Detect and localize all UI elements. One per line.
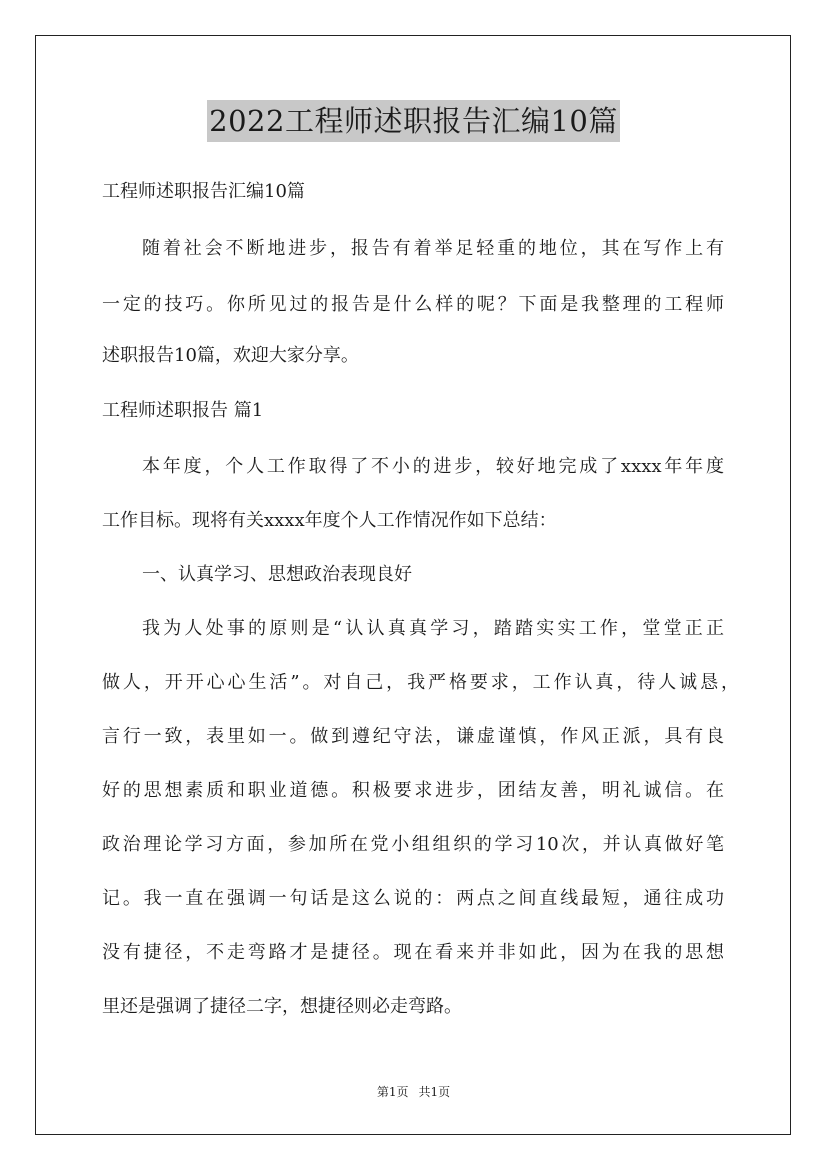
paragraph-line: 记。我一直在强调一句话是这么说的：两点之间直线最短，通往成功 <box>102 888 724 909</box>
paragraph-line: 里还是强调了捷径二字，想捷径则必走弯路。 <box>102 996 462 1017</box>
paragraph-line: 随着社会不断地进步，报告有着举足轻重的地位，其在写作上有 <box>142 238 724 259</box>
subsection-heading: 一、认真学习、思想政治表现良好 <box>142 564 412 585</box>
paragraph-line: 言行一致，表里如一。做到遵纪守法，谦虚谨慎，作风正派，具有良 <box>102 726 724 747</box>
page-number: 第1页 <box>376 1085 409 1099</box>
document-title: 2022工程师述职报告汇编10篇 <box>207 100 620 142</box>
subtitle-line: 工程师述职报告汇编10篇 <box>102 181 305 202</box>
paragraph-line: 述职报告10篇，欢迎大家分享。 <box>102 345 359 366</box>
page-footer <box>0 1084 827 1100</box>
paragraph-line: 工作目标。现将有关xxxx年度个人工作情况作如下总结： <box>102 510 557 531</box>
paragraph-line: 政治理论学习方面，参加所在党小组组织的学习10次，并认真做好笔 <box>102 834 724 855</box>
paragraph-line: 本年度，个人工作取得了不小的进步，较好地完成了xxxx年年度 <box>142 456 724 477</box>
paragraph-line: 好的思想素质和职业道德。积极要求进步，团结友善，明礼诚信。在 <box>102 780 724 801</box>
page-total: 共1页 <box>418 1085 451 1099</box>
paragraph-line: 没有捷径，不走弯路才是捷径。现在看来并非如此，因为在我的思想 <box>102 942 724 963</box>
title-container <box>0 100 827 142</box>
section-heading: 工程师述职报告 篇1 <box>102 400 264 421</box>
paragraph-line: 一定的技巧。你所见过的报告是什么样的呢？下面是我整理的工程师 <box>102 294 724 315</box>
paragraph-line: 我为人处事的原则是“认认真真学习，踏踏实实工作，堂堂正正 <box>142 618 724 639</box>
paragraph-line: 做人，开开心心生活”。对自己，我严格要求，工作认真，待人诚恳， <box>102 672 739 693</box>
